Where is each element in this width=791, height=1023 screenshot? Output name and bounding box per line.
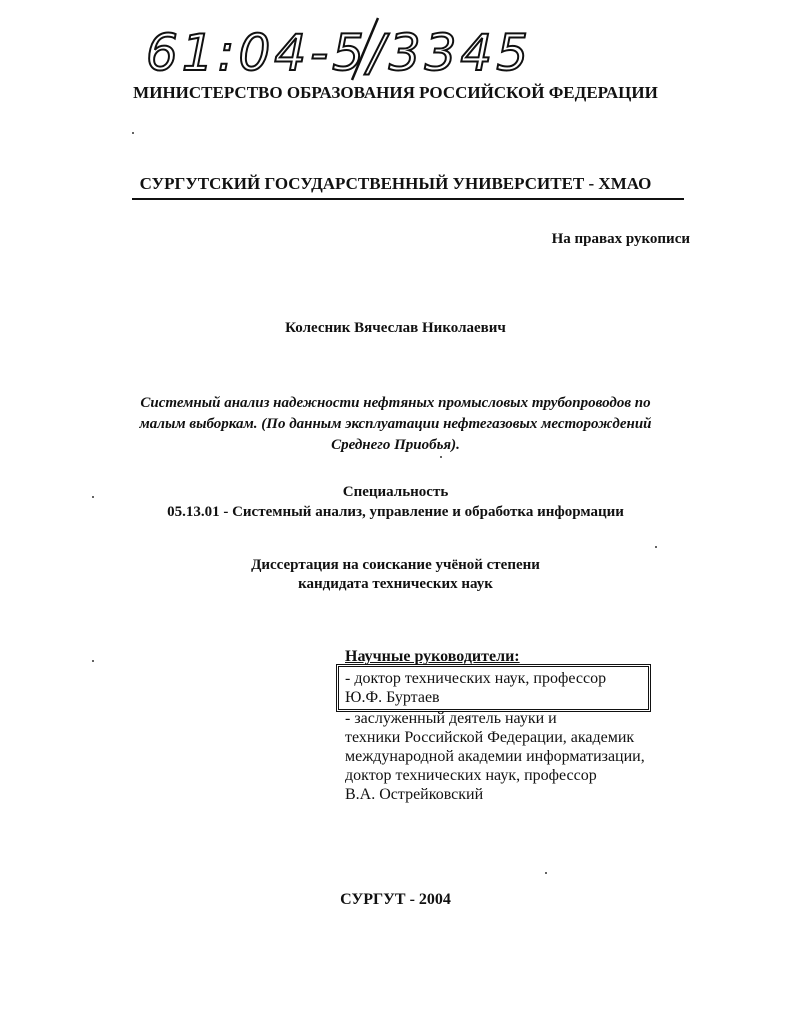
first-advisor-name: Ю.Ф. Буртаев: [345, 689, 440, 706]
dissertation-title: [0, 393, 791, 456]
author-name: Колесник Вячеслав Николаевич: [285, 320, 506, 336]
handwritten-archive-number: [140, 14, 540, 84]
title-line: малым выборкам. (По данным эксплуатации нефтегазовых месторождений: [139, 416, 652, 432]
scan-speck: [92, 660, 94, 662]
advisors-heading: Научные руководители:: [345, 648, 520, 665]
scan-speck: [545, 872, 547, 874]
scan-speck: [92, 496, 94, 498]
specialty-label: Специальность: [342, 484, 449, 500]
university-heading: СУРГУТСКИЙ ГОСУДАРСТВЕННЫЙ УНИВЕРСИТЕТ - ХМАО: [139, 174, 652, 193]
second-advisor-line: международной академии информатизации,: [345, 748, 645, 765]
specialty-value: 05.13.01 - Системный анализ, управление и обработка информации: [167, 504, 624, 520]
university-underline: [132, 198, 684, 200]
scan-speck: [440, 456, 442, 458]
scan-speck: [132, 132, 134, 134]
manuscript-note: На правах рукописи: [551, 231, 690, 247]
handwritten-number-drawing: [140, 14, 540, 84]
second-advisor-line: техники Российской Федерации, академик: [345, 729, 635, 746]
second-advisor-line: доктор технических наук, профессор: [345, 767, 597, 784]
handwritten-number-text: 61:04-5/3345: [146, 24, 533, 82]
ministry-heading: МИНИСТЕРСТВО ОБРАЗОВАНИЯ РОССИЙСКОЙ ФЕДЕРАЦИИ: [133, 83, 658, 102]
second-advisor-line: - заслуженный деятель науки и: [345, 710, 557, 727]
degree-line: Диссертация на соискание учёной степени: [251, 557, 540, 573]
scan-speck: [655, 546, 657, 548]
second-advisor-name: В.А. Острейковский: [345, 786, 484, 803]
title-line: Среднего Приобья).: [331, 437, 460, 453]
degree-line: кандидата технических наук: [298, 576, 493, 592]
title-line: Системный анализ надежности нефтяных промысловых трубопроводов по: [140, 395, 651, 411]
first-advisor-title: - доктор технических наук, профессор: [345, 670, 607, 687]
city-year: СУРГУТ - 2004: [340, 891, 451, 908]
